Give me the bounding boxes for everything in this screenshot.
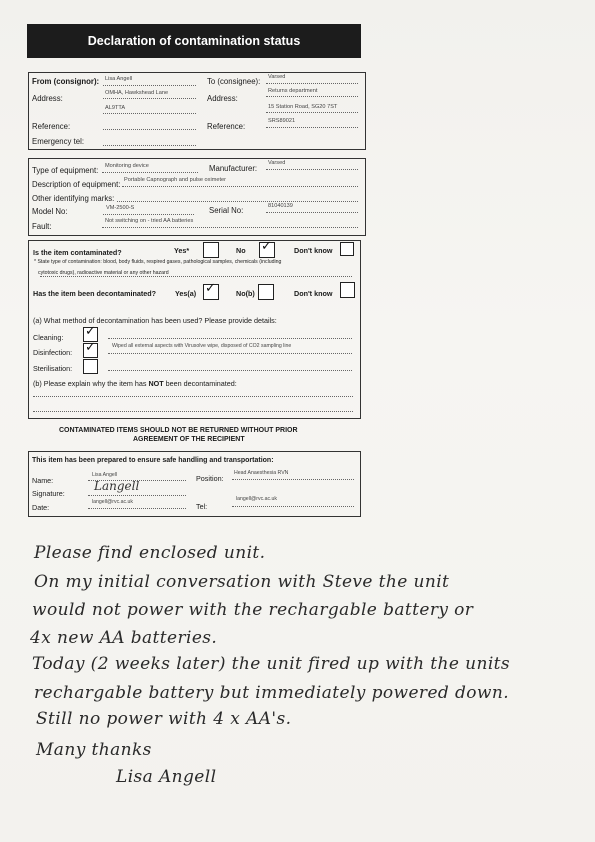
check-mark-icon: ✓ [261, 239, 272, 254]
date-value: langell@rvc.ac.uk [92, 499, 134, 505]
notice-line1: CONTAMINATED ITEMS SHOULD NOT BE RETURNED WITHOUT PRIOR [59, 427, 298, 434]
check-mark-icon: ✓ [205, 281, 216, 296]
from-value: Lisa Angell [105, 76, 133, 82]
form-title: Declaration of contamination status [27, 24, 361, 58]
footnote-line1: * State type of contamination: blood, body fluids, respired gases, pathological samples, chemicals (including [34, 259, 282, 265]
decontaminated-question: Has the item been decontaminated? [33, 289, 157, 298]
fault-label: Fault: [32, 222, 52, 231]
contamination-section [28, 240, 361, 419]
decontaminated-dont-know-checkbox[interactable] [340, 282, 355, 298]
type-value: Monitoring device [105, 163, 149, 169]
contaminated-dont-know-checkbox[interactable] [340, 242, 354, 256]
manufacturer-value: Varsed [268, 160, 286, 166]
decon-dont-know-label: Don't know [294, 289, 333, 298]
tel-value: langell@rvc.ac.uk [236, 496, 278, 502]
method-details: Wiped all external aspects with Virusolve wipe, disposed of CO2 sampling line [112, 343, 292, 349]
address-line2: AL9TTA [105, 105, 126, 111]
explain-question: (b) Please explain why the item has NOT been decontaminated: [33, 379, 237, 388]
handwritten-line-3: would not power with the rechargable battery or [32, 600, 474, 620]
address-line1: OMHA, Hawkshead Lane [105, 90, 169, 96]
handwritten-line-4: 4x new AA batteries. [30, 628, 218, 648]
check-mark-icon: ✓ [85, 340, 96, 355]
to-address-line1: Returns department [268, 88, 318, 94]
to-label: To (consignee): [207, 77, 261, 86]
sterilisation-label: Sterilisation: [33, 364, 73, 373]
fault-value: Not switching on - tried AA batteries [105, 218, 194, 224]
signature-value: Langell [94, 479, 140, 493]
name-value: Lisa Angell [92, 472, 118, 478]
handwritten-line-8: Many thanks [36, 740, 152, 760]
to-value: Varsed [268, 74, 286, 80]
position-value: Head Anaesthesia RVN [234, 470, 289, 476]
description-label: Description of equipment: [32, 180, 121, 189]
dont-know-label: Don't know [294, 246, 333, 255]
signature-label: Signature: [32, 489, 65, 498]
footnote-line2: cytotoxic drugs), radioactive material or any other hazard [38, 270, 169, 276]
model-label: Model No: [32, 207, 68, 216]
to-reference-label: Reference: [207, 122, 246, 131]
to-address-line2: 15 Station Road, SG20 7ST [268, 104, 338, 110]
disinfection-label: Disinfection: [33, 348, 73, 357]
disinfection-checkbox[interactable] [83, 340, 98, 358]
no-label: No [236, 246, 246, 255]
to-address-label: Address: [207, 94, 238, 103]
name-label: Name: [32, 476, 54, 485]
check-mark-icon: ✓ [85, 324, 96, 339]
sterilisation-checkbox[interactable] [83, 359, 98, 374]
type-label: Type of equipment: [32, 166, 99, 175]
contaminated-no-checkbox[interactable] [259, 239, 275, 258]
handwritten-signoff-name: Lisa Angell [116, 767, 217, 787]
address-label: Address: [32, 94, 63, 103]
from-label: From (consignor): [32, 77, 100, 86]
contaminated-yes-checkbox[interactable] [203, 242, 219, 258]
decon-no-label: No(b) [236, 289, 255, 298]
yes-label: Yes* [174, 246, 190, 255]
description-value: Portable Capnograph and pulse oximeter [124, 177, 226, 183]
handwritten-line-5: Today (2 weeks later) the unit fired up with the units [32, 654, 511, 674]
method-question: (a) What method of decontamination has been used? Please provide details: [33, 316, 277, 325]
emergency-label: Emergency tel: [32, 137, 85, 146]
contaminated-question: Is the item contaminated? [33, 248, 122, 257]
tel-label: Tel: [196, 502, 208, 511]
other-marks-label: Other identifying marks: [32, 194, 115, 203]
to-reference-value: SRS89021 [268, 118, 296, 124]
prepared-heading: This item has been prepared to ensure safe handling and transportation: [32, 457, 274, 464]
notice-line2: AGREEMENT OF THE RECIPIENT [133, 436, 245, 443]
decontaminated-yes-checkbox[interactable] [203, 281, 219, 300]
serial-label: Serial No: [209, 206, 244, 215]
reference-label: Reference: [32, 122, 71, 131]
date-label: Date: [32, 503, 50, 512]
decon-yes-label: Yes(a) [175, 289, 197, 298]
serial-value: 81040139 [268, 203, 293, 209]
decontaminated-no-checkbox[interactable] [258, 284, 274, 300]
handwritten-line-1: Please find enclosed unit. [34, 543, 266, 563]
model-value: VM-2500-S [106, 205, 135, 211]
position-label: Position: [196, 474, 224, 483]
manufacturer-label: Manufacturer: [209, 164, 258, 173]
handwritten-line-7: Still no power with 4 x AA's. [36, 709, 292, 729]
handwritten-line-6: rechargable battery but immediately powered down. [34, 683, 510, 703]
cleaning-label: Cleaning: [33, 333, 64, 342]
handwritten-line-2: On my initial conversation with Steve the unit [34, 572, 450, 592]
